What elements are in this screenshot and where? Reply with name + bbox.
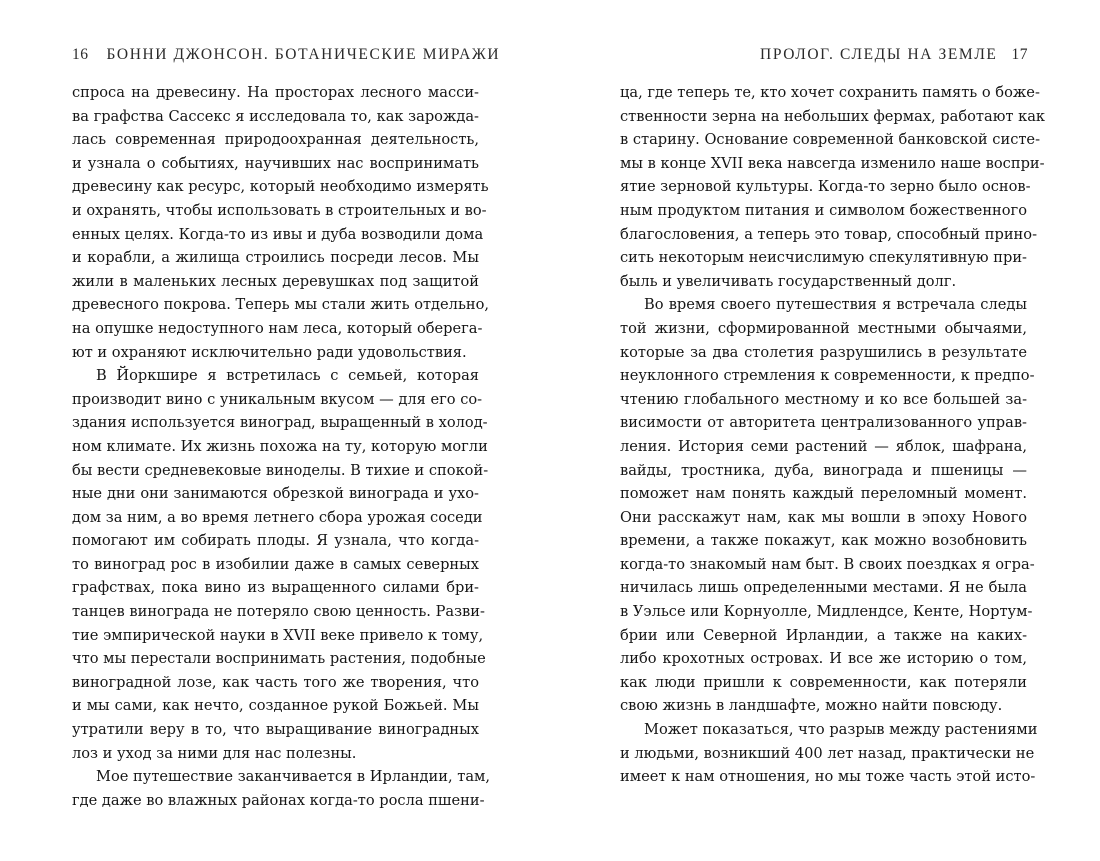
text-line: имеет к нам отношения, но мы тоже часть этой исто- <box>620 768 1036 786</box>
text-line: помогают им собирать плоды. Я узнала, что когда- <box>72 532 479 550</box>
text-line: которые за два столетия разрушились в результате <box>620 343 1027 361</box>
text-line: мы в конце XVII века навсегда изменило наше воспри- <box>620 154 1045 172</box>
text-line: висимости от авторитета централизованного управ- <box>620 414 1027 432</box>
text-line: ном климате. Их жизнь похожа на ту, которую могли <box>72 437 488 455</box>
text-line: ва графства Сассекс я исследовала то, как зарожда- <box>72 107 479 125</box>
text-line: и корабли, а жилища строились посреди лесов. Мы <box>72 249 479 267</box>
text-line: ничилась лишь определенными местами. Я не была <box>620 579 1027 597</box>
text-line: чтению глобального местному и ко все большей за- <box>620 390 1027 408</box>
text-line: здания используется виноград, выращенный в холод- <box>72 414 488 432</box>
text-line: древесного покрова. Теперь мы стали жить отдельно, <box>72 296 490 314</box>
text-line: в Уэльсе или Корнуолле, Мидлендсе, Кенте, Нортум- <box>620 603 1033 621</box>
text-line: Может показаться, что разрыв между растениями <box>644 721 1038 739</box>
left-body-text <box>72 81 491 812</box>
text-line: жили в маленьких лесных деревушках под защитой <box>72 272 479 290</box>
text-line: быль и увеличивать государственный долг. <box>620 272 957 290</box>
text-line: спроса на древесину. На просторах лесного масси- <box>72 84 479 101</box>
text-line: неуклонного стремления к современности, к предпо- <box>620 367 1035 385</box>
right-running-head <box>760 46 1028 64</box>
text-line: и людьми, возникший 400 лет назад, практически не <box>620 744 1035 762</box>
left-running-head <box>72 46 500 64</box>
text-line: графствах, пока вино из выращенного силами бри- <box>72 579 479 597</box>
text-line: либо крохотных островах. И все же историю о том, <box>620 650 1027 668</box>
text-line: ца, где теперь те, кто хочет сохранить память о боже- <box>620 84 1040 101</box>
text-line: и узнала о событиях, научивших нас воспринимать <box>72 154 479 172</box>
text-line: танцев винограда не потеряло свою ценность. Разви- <box>72 603 485 621</box>
right-body-text <box>620 81 1046 789</box>
text-line: поможет нам понять каждый переломный момент. <box>620 485 1027 503</box>
left-running-head-title: БОННИ ДЖОНСОН. БОТАНИЧЕСКИЕ МИРАЖИ <box>106 46 501 63</box>
text-line: В Йоркшире я встретилась с семьей, которая <box>96 367 479 385</box>
text-line: дом за ним, а во время летнего сбора урожая соседи <box>72 508 483 526</box>
text-line: ления. История семи растений — яблок, шафрана, <box>620 437 1027 455</box>
text-line: что мы перестали воспринимать растения, подобные <box>72 650 486 668</box>
text-line: енных целях. Когда-то из ивы и дуба возводили дома <box>72 225 484 243</box>
text-line: где даже во влажных районах когда-то росла пшени- <box>72 791 485 809</box>
text-line: утратили веру в то, что выращивание виноградных <box>72 721 479 739</box>
text-line: как люди пришли к современности, как потеряли <box>620 673 1027 691</box>
text-line: в старину. Основание современной банковской систе- <box>620 131 1041 149</box>
text-line: лоз и уход за ними для нас полезны. <box>72 744 357 762</box>
right-page <box>550 0 1100 861</box>
text-line: Мое путешествие заканчивается в Ирландии, там, <box>96 768 491 786</box>
text-line: тие эмпирической науки в XVII веке привело к тому, <box>72 626 484 644</box>
text-line: ным продуктом питания и символом божественного <box>620 201 1027 219</box>
text-line: и мы сами, как нечто, созданное рукой Божьей. Мы <box>72 697 479 715</box>
text-line: бы вести средневековые виноделы. В тихие и спокой- <box>72 461 489 479</box>
text-line: когда-то знакомый нам быт. В своих поездках я огра- <box>620 555 1035 573</box>
text-line: лась современная природоохранная деятельность, <box>72 131 479 149</box>
text-line: на опушке недоступного нам леса, который оберега- <box>72 319 483 337</box>
text-line: Они расскажут нам, как мы вошли в эпоху Нового <box>620 508 1027 526</box>
text-line: сить некоторым неисчислимую спекулятивную при- <box>620 249 1027 267</box>
text-line: благословения, а теперь это товар, способный прино- <box>620 225 1037 243</box>
left-page-number: 16 <box>72 46 89 63</box>
text-line: древесину как ресурс, который необходимо измерять <box>72 178 489 196</box>
text-line: той жизни, сформированной местными обычаями, <box>620 319 1027 337</box>
text-line: ственности зерна на небольших фермах, работают как <box>620 107 1046 125</box>
text-line: вайды, тростника, дуба, винограда и пшеницы — <box>620 461 1027 479</box>
text-line: свою жизнь в ландшафте, можно найти повсюду. <box>620 697 1003 715</box>
text-line: Во время своего путешествия я встречала следы <box>644 296 1027 314</box>
text-line: времени, а также покажут, как можно возобновить <box>620 532 1027 550</box>
right-running-head-title: ПРОЛОГ. СЛЕДЫ НА ЗЕМЛЕ <box>760 46 998 63</box>
text-line: брии или Северной Ирландии, а также на каких- <box>620 626 1027 644</box>
text-line: ятие зерновой культуры. Когда-то зерно было основ- <box>620 178 1031 196</box>
text-line: ют и охраняют исключительно ради удовольствия. <box>72 343 467 361</box>
text-line: виноградной лозе, как часть того же творения, что <box>72 673 479 691</box>
text-line: производит вино с уникальным вкусом — для его со- <box>72 390 483 408</box>
text-line: ные дни они занимаются обрезкой винограда и ухо- <box>72 485 479 503</box>
text-line: и охранять, чтобы использовать в строительных и во- <box>72 201 487 219</box>
right-page-number: 17 <box>1011 46 1028 63</box>
text-line: то виноград рос в изобилии даже в самых северных <box>72 555 479 573</box>
